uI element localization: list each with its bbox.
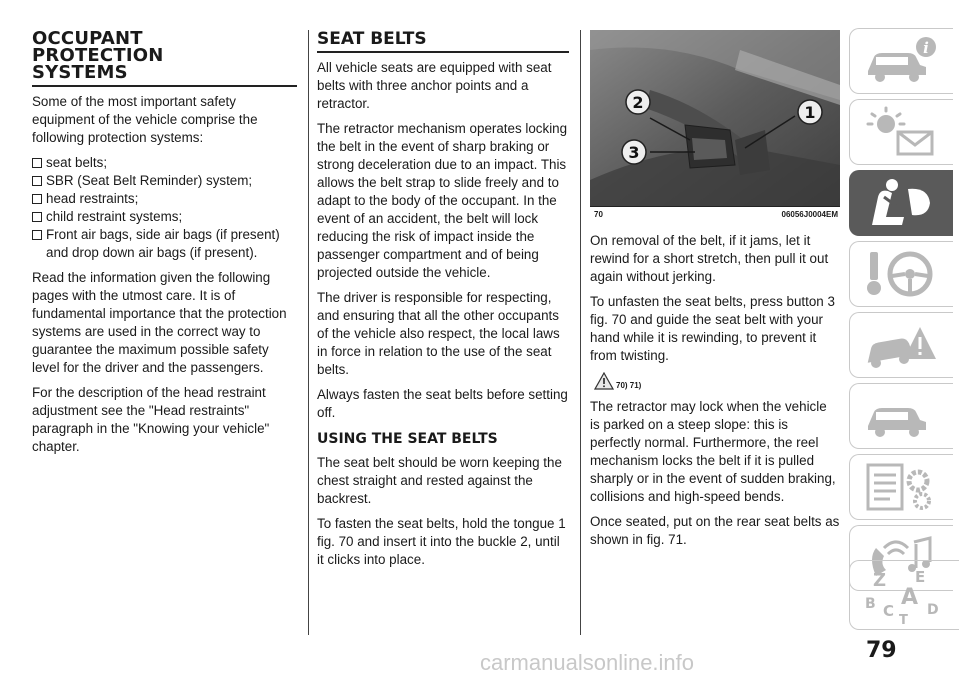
list-item [32, 226, 297, 262]
title-line: OCCUPANT [32, 28, 143, 49]
tab-starting-driving[interactable] [849, 241, 953, 307]
watermark: carmanualsonline.info [480, 650, 695, 675]
tab-warning-lights[interactable] [849, 99, 953, 165]
bullet-box-icon [32, 158, 42, 168]
list-item [32, 190, 297, 208]
tab-technical-data[interactable] [849, 454, 953, 520]
tab-maintenance[interactable] [849, 383, 953, 449]
svg-text:B: B [865, 596, 876, 612]
svg-text:E: E [915, 568, 926, 586]
list-item [32, 172, 297, 190]
svg-text:A: A [901, 585, 919, 610]
list-item-text: seat belts; [46, 155, 108, 170]
warning-triangle-icon [594, 372, 614, 390]
service-gears-icon [862, 461, 940, 513]
tab-car-info[interactable] [849, 28, 953, 94]
airbag-seat-icon [862, 177, 940, 229]
paragraph: Always fasten the seat belts before setting off. [317, 387, 568, 420]
bullet-box-icon [32, 212, 42, 222]
column-divider [308, 30, 309, 635]
list-item-text: child restraint systems; [46, 209, 183, 224]
callout-2 [626, 90, 650, 114]
list-item-text: head restraints; [46, 191, 139, 206]
key-steering-icon [862, 248, 940, 300]
svg-text:2: 2 [632, 93, 644, 112]
svg-text:D: D [927, 602, 939, 618]
svg-text:3: 3 [628, 143, 640, 162]
tab-index[interactable] [849, 560, 960, 630]
warning-refs: 70) 71) [616, 381, 642, 390]
paragraph: The retractor mechanism operates locking the belt in the event of sharp braking or strong deceleration due to an impact. This allows the belt strap to slide freely and to adapt to the body of the occupant. In the event of an accident, the belt will lock reducing the risk of impact inside the passenger compartment and of being projected outside the vehicle. [317, 121, 568, 280]
figure-code: 06056J0004EM [781, 210, 838, 219]
car-info-icon [862, 35, 940, 87]
paragraph: To unfasten the seat belts, press button 3 fig. 70 and guide the seat belt with your hand while it is rewinding, to prevent it from twisting. [590, 294, 835, 363]
figure-number: 70 [594, 210, 603, 219]
svg-text:T: T [899, 613, 908, 626]
callout-3 [622, 140, 646, 164]
list-item [32, 208, 297, 226]
column-divider [580, 30, 581, 635]
seat-belt-figure [590, 30, 840, 207]
title-line: SYSTEMS [32, 62, 128, 83]
figure-caption [590, 207, 840, 222]
protection-systems-list [32, 154, 297, 262]
bullet-box-icon [32, 230, 42, 240]
title-line: PROTECTION [32, 45, 164, 66]
svg-text:C: C [883, 602, 895, 620]
list-item-text: Front air bags, side air bags (if present) and drop down air bags (if present). [46, 227, 280, 260]
tab-emergency[interactable] [849, 312, 953, 378]
svg-text:1: 1 [804, 103, 816, 122]
svg-text:i: i [923, 39, 929, 57]
list-item-text: SBR (Seat Belt Reminder) system; [46, 173, 253, 188]
bullet-box-icon [32, 194, 42, 204]
index-letters-icon [859, 564, 943, 626]
chapter-tabs [849, 28, 960, 596]
tab-safety[interactable] [849, 170, 953, 236]
paragraph: The driver is responsible for respecting, and ensuring that all the other occupants of the vehicle also respect, the local laws in force in relation to the use of the seat belts. [317, 290, 560, 377]
paragraph: The seat belt should be worn keeping the chest straight and rested against the backrest. [317, 455, 562, 506]
paragraph: Once seated, put on the rear seat belts as shown in fig. 71. [590, 514, 840, 547]
svg-text:Z: Z [873, 570, 887, 591]
callout-1 [798, 100, 822, 124]
breakdown-icon [862, 319, 940, 371]
paragraph: The retractor may lock when the vehicle is parked on a steep slope: this is perfectly normal. Furthermore, the reel mechanism locks the belt if it is pulled sharply or in the event of sudden braking, collisions and high-speed bends. [590, 399, 836, 504]
paragraph: On removal of the belt, if it jams, let it rewind for a short stretch, then pull it out again without jerking. [590, 233, 829, 284]
page-number: 79 [866, 638, 897, 663]
paragraph: For the description of the head restraint adjustment see the "Head restraints" paragraph in the "Knowing your vehicle" chapter. [32, 385, 270, 454]
intro-paragraph: Some of the most important safety equipment of the vehicle comprise the following protection systems: [32, 94, 258, 145]
paragraph: Read the information given the following pages with the utmost care. It is of fundamental importance that the protection systems are used in the correct way to guarantee the maximum possible safety level for the driver and the passengers. [32, 270, 287, 375]
warning-lights-icon [862, 106, 940, 158]
warning-reference [594, 372, 840, 390]
middle-column [317, 30, 569, 576]
seat-belt-buckle-illustration [590, 30, 840, 206]
car-maintenance-icon [862, 390, 940, 442]
subsection-title-using-seat-belts: USING THE SEAT BELTS [317, 431, 498, 447]
list-item [32, 154, 297, 172]
right-column [590, 30, 840, 556]
paragraph: All vehicle seats are equipped with seat belts with three anchor points and a retractor. [317, 60, 552, 111]
section-title-occupant-protection [32, 30, 297, 87]
paragraph: To fasten the seat belts, hold the tongue 1 fig. 70 and insert it into the buckle 2, until it clicks into place. [317, 516, 566, 567]
section-title-seat-belts: SEAT BELTS [317, 30, 569, 53]
left-column [32, 30, 297, 463]
bullet-box-icon [32, 176, 42, 186]
